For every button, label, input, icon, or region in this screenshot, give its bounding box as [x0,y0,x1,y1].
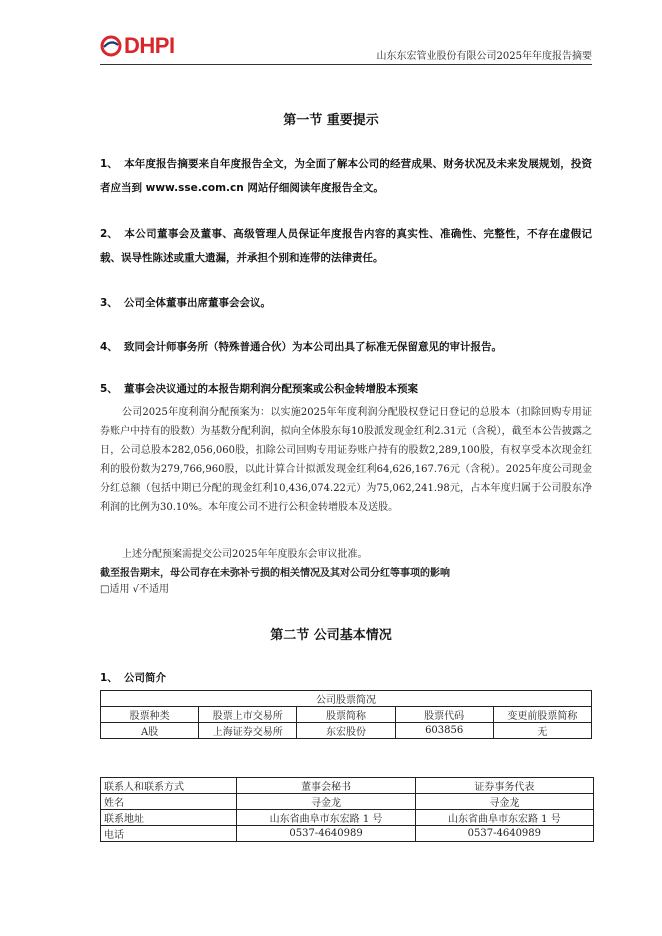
report-title: 山东东宏管业股份有限公司2025年年度报告摘要 [376,51,592,62]
table-header-row [101,707,592,723]
company-logo [100,32,210,60]
contact-table [100,777,594,842]
table-cell: 姓名 [101,794,237,810]
table-row [101,810,594,826]
table-cell: 上海证券交易所 [199,723,297,739]
table-header-cell: 股票简称 [297,707,395,723]
table-header-cell: 股票代码 [395,707,493,723]
item-number: 1、 [100,672,118,684]
item-number: 5、 [100,383,118,395]
table-cell: 无 [493,723,591,739]
applicable-options: □适用 √不适用 [100,584,169,595]
item-text: 本年度报告摘要来自年度报告全文，为全面了解本公司的经营成果、财务状况及未来发展规划，投资者应当到 www.sse.com.cn 网站仔细阅读年度报告全文。 [100,158,592,194]
approval-note: 上述分配预案需提交公司2025年年度股东会审议批准。 [122,549,368,560]
table-header-cell: 证券事务代表 [415,778,593,794]
table-row [101,794,594,810]
dividend-paragraph: 公司2025年度利润分配预案为：以实施2025年年度利润分配股权登记日登记的总股本（扣除回购专用证券账户中持有的股数）为基数分配利润，拟向全体股东每10股派发现金红利2.31元（含税），截至本公告披露之日，公司总股本282,056,060股，扣除公司回购专用证券账户持有的股数2,289,100股，有权享受本次现金红利的股份数为279,766,960股，以此计算合计拟派发现金红利64,626,167.76元（含税）。2025年度公司现金分红总额（包括中期已分配的现金红利10,436,074.22元）为75,062,241.98元，占本年度归属于公司股东净利润的比例为30.10%。本年度公司不进行公积金转增股本及送股。 [100,407,592,513]
section2-title: 第二节 公司基本情况 [270,628,392,643]
item-text: 本公司董事会及董事、高级管理人员保证年度报告内容的真实性、准确性、完整性，不存在虚假记载、误导性陈述或重大遗漏，并承担个别和连带的法律责任。 [100,228,592,264]
item-text: 董事会决议通过的本报告期利润分配预案或公积金转增股本预案 [124,383,418,395]
notice-item-4 [100,335,592,359]
table-header-cell: 董事会秘书 [237,778,415,794]
table-cell: 603856 [395,723,493,739]
table-cell: 0537-4640989 [415,826,593,842]
table-header-cell: 变更前股票简称 [493,707,591,723]
notice-item-1 [100,152,592,200]
table-cell: 0537-4640989 [237,826,415,842]
table-cell: 寻金龙 [237,794,415,810]
table-cell: 寻金龙 [415,794,593,810]
item-number: 2、 [100,228,118,240]
logo-swirl-icon [100,35,122,57]
notice-item-5 [100,377,592,401]
stock-table [100,690,592,739]
subsection-heading [100,666,592,690]
item-text: 公司全体董事出席董事会会议。 [124,297,271,309]
table-row [101,826,594,842]
page-header [100,30,592,65]
table-header-row [101,778,594,794]
table-cell: A股 [101,723,199,739]
table-caption-row [101,691,592,707]
table-cell: 东宏股份 [297,723,395,739]
item-number: 3、 [100,297,118,309]
notice-item-3 [100,291,592,315]
table-caption: 公司股票简况 [101,691,592,707]
table-row [101,723,592,739]
table-header-cell: 股票上市交易所 [199,707,297,723]
table-header-cell: 联系人和联系方式 [101,778,237,794]
table-cell: 电话 [101,826,237,842]
logo-text: DHPI [124,33,175,58]
notice-item-2 [100,222,592,270]
loss-question: 截至报告期末，母公司存在未弥补亏损的相关情况及其对公司分红等事项的影响 [100,568,450,579]
item-number: 4、 [100,341,118,353]
item-text: 致同会计师事务所（特殊普通合伙）为本公司出具了标准无保留意见的审计报告。 [124,341,502,353]
item-number: 1、 [100,158,118,170]
table-header-cell: 股票种类 [101,707,199,723]
table-cell: 山东省曲阜市东宏路 1 号 [415,810,593,826]
table-cell: 山东省曲阜市东宏路 1 号 [237,810,415,826]
section1-title: 第一节 重要提示 [283,113,379,128]
item-text: 公司简介 [124,672,166,684]
table-cell: 联系地址 [101,810,237,826]
